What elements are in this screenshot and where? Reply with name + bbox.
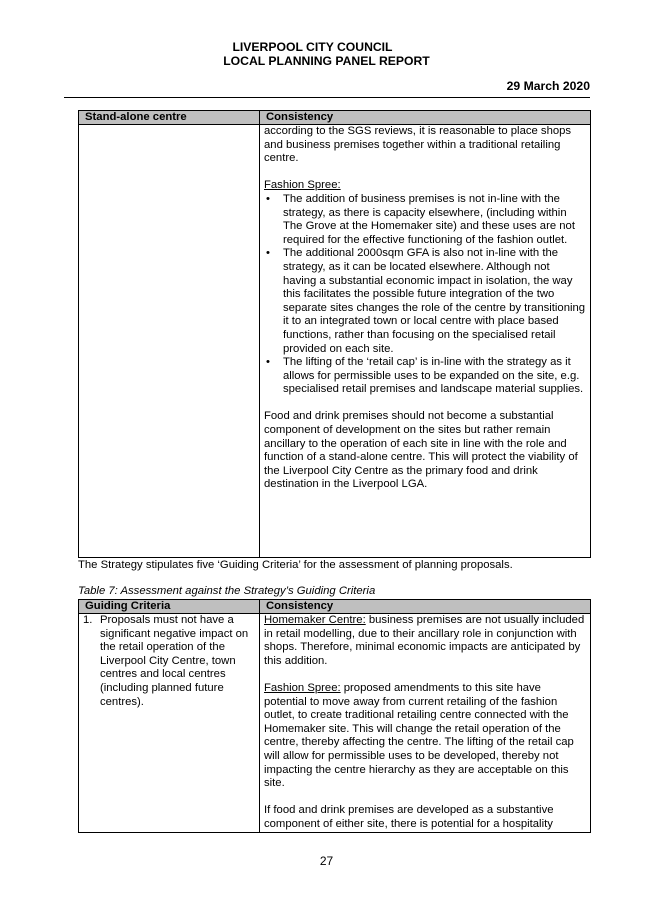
food-drink-paragraph: Food and drink premises should not become a substantial component of development on the sites but rather remain ancillary to the operation of each site in line with the role and function of a stand-alone centre. This will protect the viability of the Liverpool City Centre as the primary food and drink destination in the Liverpool LGA.	[264, 410, 578, 491]
fashion-spree-heading: Fashion Spree:	[264, 179, 341, 192]
list-item: • The additional 2000sqm GFA is also not in-line with the strategy, as it can be located elsewhere. Although not having a substantial economic impact in isolation, the way this facilitates the possible future integration of the two separate sites changes the role of the centre by transitioning it to an integrated town or local centre with place based functions, rather than focusing on the specialised retail provided on each site.	[264, 247, 586, 356]
consistency-cell	[260, 614, 591, 833]
column-header: Consistency	[260, 111, 591, 125]
table-header-row	[79, 600, 591, 614]
table-row	[79, 614, 591, 833]
list-item: • The lifting of the ‘retail cap’ is in-line with the strategy as it allows for permissible uses to be expanded on the site, e.g. specialised retail premises and landscape material supplies.	[264, 356, 586, 397]
report-date: 29 March 2020	[506, 79, 590, 93]
list-item: • The addition of business premises is not in-line with the strategy, as there is capacity elsewhere, (including within The Grove at the Homemaker site) and these uses are not required for the effective functioning of the fashion outlet.	[264, 193, 586, 247]
table-row	[79, 125, 591, 558]
food-drink-paragraph: If food and drink premises are developed as a substantive component of either site, there is potential for a hospitality	[264, 804, 554, 830]
report-header-line2: LOCAL PLANNING PANEL REPORT	[223, 54, 430, 68]
homemaker-paragraph	[264, 614, 586, 668]
guiding-criteria-table	[78, 599, 591, 833]
header-rule	[64, 97, 590, 98]
stand-alone-centre-table	[78, 110, 591, 558]
fashion-spree-label: Fashion Spree:	[264, 681, 341, 694]
table-cell-empty	[79, 125, 260, 558]
intro-paragraph: according to the SGS reviews, it is reasonable to place shops and business premises together within a traditional retailing centre.	[264, 125, 572, 165]
column-header: Guiding Criteria	[79, 600, 260, 614]
column-header: Stand-alone centre	[79, 111, 260, 125]
criterion-number: 1.	[83, 614, 93, 626]
report-header-line1: LIVERPOOL CITY COUNCIL	[232, 40, 393, 54]
page-number: 27	[319, 854, 334, 868]
column-header: Consistency	[260, 600, 591, 614]
fashion-spree-text: proposed amendments to this site have potential to move away from current retailing of the fashion outlet, to create traditional retailing centre connected with the Homemaker site. This will change the retail operation of the centre, thereby affecting the centre. The lifting of the retail cap will allow for permissible uses to be developed, thereby not impacting the centre hierarchy as they are acceptable on this site.	[264, 681, 574, 790]
fashion-spree-paragraph	[264, 682, 586, 791]
table-header-row	[79, 111, 591, 125]
criterion-cell	[79, 614, 260, 833]
criterion-text: Proposals must not have a significant negative impact on the retail operation of the Liverpool City Centre, town centres and local centres (including planned future centres).	[100, 614, 249, 708]
intro-sentence: The Strategy stipulates five ‘Guiding Criteria’ for the assessment of planning proposals.	[78, 559, 513, 571]
homemaker-text: business premises are not usually included in retail modelling, due to their ancillary role in conjunction with shops. Therefore, minimal economic impacts are anticipated by this addition.	[264, 614, 585, 667]
homemaker-label: Homemaker Centre:	[264, 614, 366, 626]
bullet-list	[264, 193, 586, 397]
consistency-cell	[260, 125, 591, 558]
table-caption: Table 7: Assessment against the Strategy’s Guiding Criteria	[78, 585, 376, 597]
